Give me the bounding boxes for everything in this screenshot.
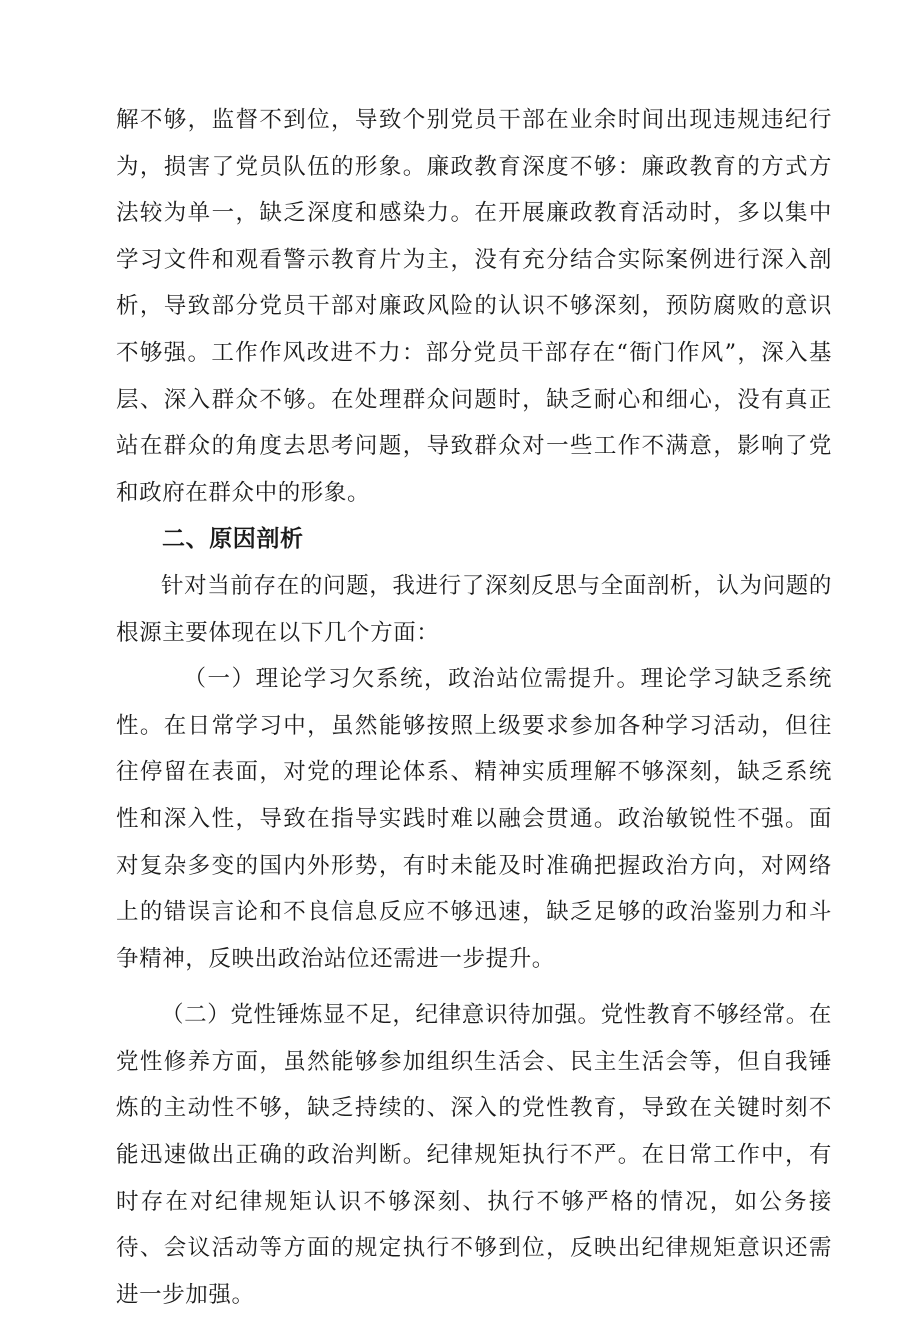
paragraph-subsection-2: （二）党性锤炼显不足，纪律意识待加强。党性教育不够经常。在党性修养方面，虽然能够参加组织生活会、民主生活会等，但自我锤炼的主动性不够，缺乏持续的、深入的党性教育，导致在关键时刻不能迅速做出正确的政治判断。纪律规矩执行不严。在日常工作中，有时存在对纪律规矩认识不够深刻、执行不够严格的情况，如公务接待、会议活动等方面的规定执行不够到位，反映出纪律规矩意识还需进一步加强。 — [116, 1002, 832, 1308]
section-heading: 二、原因剖析 — [162, 526, 304, 553]
paragraph-intro: 针对当前存在的问题，我进行了深刻反思与全面剖析，认为问题的根源主要体现在以下几个方面： — [116, 572, 832, 646]
paragraph-subsection-1: （一）理论学习欠系统，政治站位需提升。理论学习缺乏系统性。在日常学习中，虽然能够按照上级要求参加各种学习活动，但往往停留在表面，对党的理论体系、精神实质理解不够深刻，缺乏系统性和深入性，导致在指导实践时难以融会贯通。政治敏锐性不强。面对复杂多变的国内外形势，有时未能及时准确把握政治方向，对网络上的错误言论和不良信息反应不够迅速，缺乏足够的政治鉴别力和斗争精神，反映出政治站位还需进一步提升。 — [116, 666, 832, 972]
paragraph-continuation: 解不够，监督不到位，导致个别党员干部在业余时间出现违规违纪行为，损害了党员队伍的形象。廉政教育深度不够：廉政教育的方式方法较为单一，缺乏深度和感染力。在开展廉政教育活动时，多以集中学习文件和观看警示教育片为主，没有充分结合实际案例进行深入剖析，导致部分党员干部对廉政风险的认识不够深刻，预防腐败的意识不够强。工作作风改进不力：部分党员干部存在“衙门作风”，深入基层、深入群众不够。在处理群众问题时，缺乏耐心和细心，没有真正站在群众的角度去思考问题，导致群众对一些工作不满意，影响了党和政府在群众中的形象。 — [116, 107, 832, 506]
document-body — [116, 97, 832, 1318]
